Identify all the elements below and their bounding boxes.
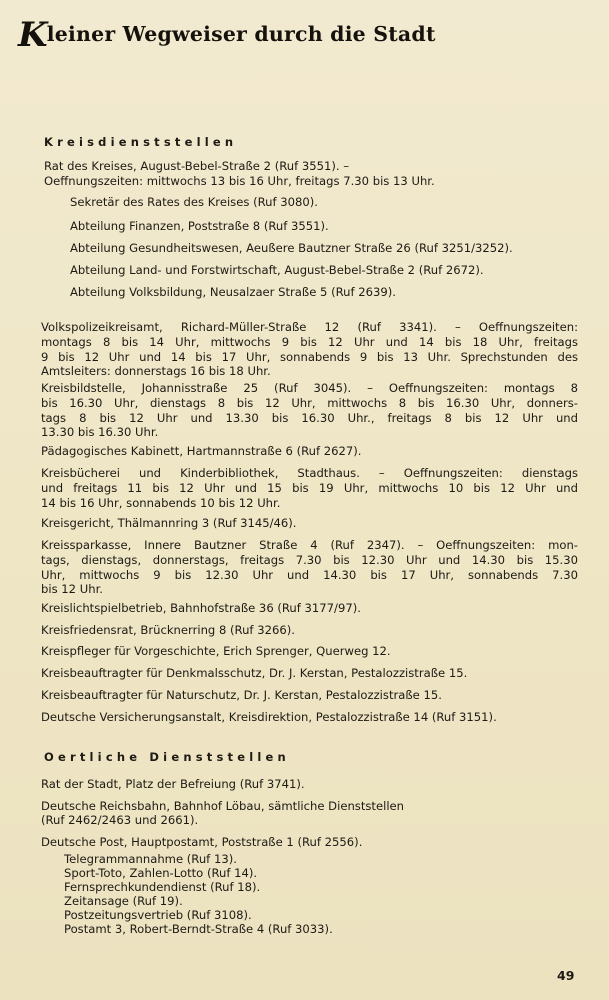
post-telegramm: Telegrammannahme (Ruf 13). bbox=[64, 852, 237, 866]
entry-volkspolizei bbox=[41, 320, 578, 379]
text-line: Kreisbildstelle, Johannisstraße 25 (Ruf 3045). – Oeffnungszeiten: montags 8 bbox=[41, 381, 578, 395]
text-line: Kreisbücherei und Kinderbibliothek, Stadthaus. – Oeffnungszeiten: dienstags bbox=[41, 466, 578, 480]
text-line: tags, dienstags, donnerstags, freitags 7.30 bis 12.30 Uhr und 14.30 bis 15.30 bbox=[41, 552, 578, 567]
rat-kreises-line1: Rat des Kreises, August-Bebel-Straße 2 (Ruf 3551). – bbox=[44, 159, 350, 173]
entry-reichsbahn-line1: Deutsche Reichsbahn, Bahnhof Löbau, sämtliche Dienststellen bbox=[41, 799, 405, 813]
title-text: leiner Wegweiser durch die Stadt bbox=[46, 22, 436, 46]
entry-versicherung: Deutsche Versicherungsanstalt, Kreisdirektion, Pestalozzistraße 14 (Ruf 3151). bbox=[41, 710, 497, 724]
rat-kreises-line2: Oeffnungszeiten: mittwochs 13 bis 16 Uhr, freitags 7.30 bis 13 Uhr. bbox=[44, 174, 435, 188]
sub-volksbildung: Abteilung Volksbildung, Neusalzaer Straße 5 (Ruf 2639). bbox=[70, 285, 396, 299]
entry-naturschutz: Kreisbeauftragter für Naturschutz, Dr. J. Kerstan, Pestalozzistraße 15. bbox=[41, 688, 442, 702]
text-line: 13.30 bis 16.30 Uhr. bbox=[41, 425, 159, 440]
post-kundendienst: Fernsprechkundendienst (Ruf 18). bbox=[64, 880, 261, 894]
text-line: Uhr, mittwochs 9 bis 12.30 Uhr und 14.30 bis 17 Uhr, sonnabends 7.30 bbox=[41, 567, 578, 582]
sub-sekretaer: Sekretär des Rates des Kreises (Ruf 3080). bbox=[70, 195, 318, 209]
text-line: und freitags 11 bis 12 Uhr und 15 bis 19 Uhr, mittwochs 10 bis 12 Uhr und bbox=[41, 480, 578, 495]
text-line: Amtsleiters: donnerstags 16 bis 18 Uhr. bbox=[41, 364, 271, 379]
section-heading-kreis: Kreisdienststellen bbox=[44, 135, 238, 149]
text-line: bis 16.30 Uhr, dienstags 8 bis 12 Uhr, mittwochs 8 bis 16.30 Uhr, donners- bbox=[41, 395, 578, 410]
post-zeitungsvertrieb: Postzeitungsvertrieb (Ruf 3108). bbox=[64, 908, 252, 922]
title-initial: K bbox=[18, 15, 48, 55]
entry-sparkasse bbox=[41, 538, 578, 597]
post-postamt3: Postamt 3, Robert-Berndt-Straße 4 (Ruf 3033). bbox=[64, 922, 333, 936]
text-line: 9 bis 12 Uhr und 14 bis 17 Uhr, sonnabends 9 bis 13 Uhr. Sprechstunden des bbox=[41, 349, 578, 364]
text-line: 14 bis 16 Uhr, sonnabends 10 bis 12 Uhr. bbox=[41, 495, 281, 510]
text-line: Kreissparkasse, Innere Bautzner Straße 4 (Ruf 2347). – Oeffnungszeiten: mon- bbox=[41, 538, 578, 552]
text-line: bis 12 Uhr. bbox=[41, 582, 103, 597]
text-line: tags 8 bis 12 Uhr und 13.30 bis 16.30 Uhr., freitags 8 bis 12 Uhr und bbox=[41, 410, 578, 425]
text-line: montags 8 bis 14 Uhr, mittwochs 9 bis 12 Uhr und 14 bis 18 Uhr, freitags bbox=[41, 334, 578, 349]
entry-post: Deutsche Post, Hauptpostamt, Poststraße 1 (Ruf 2556). bbox=[41, 835, 363, 849]
entry-buecherei bbox=[41, 466, 578, 510]
entry-kreisbildstelle bbox=[41, 381, 578, 440]
entry-vorgeschichte: Kreispfleger für Vorgeschichte, Erich Sprenger, Querweg 12. bbox=[41, 644, 391, 658]
text-line: Volkspolizeikreisamt, Richard-Müller-Straße 12 (Ruf 3341). – Oeffnungszeiten: bbox=[41, 320, 578, 334]
entry-kreisgericht: Kreisgericht, Thälmannring 3 (Ruf 3145/46). bbox=[41, 516, 297, 530]
entry-rat-stadt: Rat der Stadt, Platz der Befreiung (Ruf 3741). bbox=[41, 777, 305, 791]
entry-friedensrat: Kreisfriedensrat, Brücknerring 8 (Ruf 3266). bbox=[41, 623, 295, 637]
sub-gesundheitswesen: Abteilung Gesundheitswesen, Aeußere Bautzner Straße 26 (Ruf 3251/3252). bbox=[70, 241, 513, 255]
entry-reichsbahn-line2: (Ruf 2462/2463 und 2661). bbox=[41, 813, 199, 827]
page-title bbox=[18, 15, 436, 55]
entry-lichtspiel: Kreislichtspielbetrieb, Bahnhofstraße 36 (Ruf 3177/97). bbox=[41, 601, 361, 615]
post-zeitansage: Zeitansage (Ruf 19). bbox=[64, 894, 183, 908]
section-heading-oertlich: Oertliche Dienststellen bbox=[44, 750, 290, 764]
sub-finanzen: Abteilung Finanzen, Poststraße 8 (Ruf 3551). bbox=[70, 219, 329, 233]
entry-denkmalschutz: Kreisbeauftragter für Denkmalsschutz, Dr. J. Kerstan, Pestalozzistraße 15. bbox=[41, 666, 468, 680]
entry-kabinett: Pädagogisches Kabinett, Hartmannstraße 6 (Ruf 2627). bbox=[41, 444, 362, 458]
post-toto: Sport-Toto, Zahlen-Lotto (Ruf 14). bbox=[64, 866, 258, 880]
page-number: 49 bbox=[557, 968, 575, 983]
sub-landwirtschaft: Abteilung Land- und Forstwirtschaft, August-Bebel-Straße 2 (Ruf 2672). bbox=[70, 263, 484, 277]
